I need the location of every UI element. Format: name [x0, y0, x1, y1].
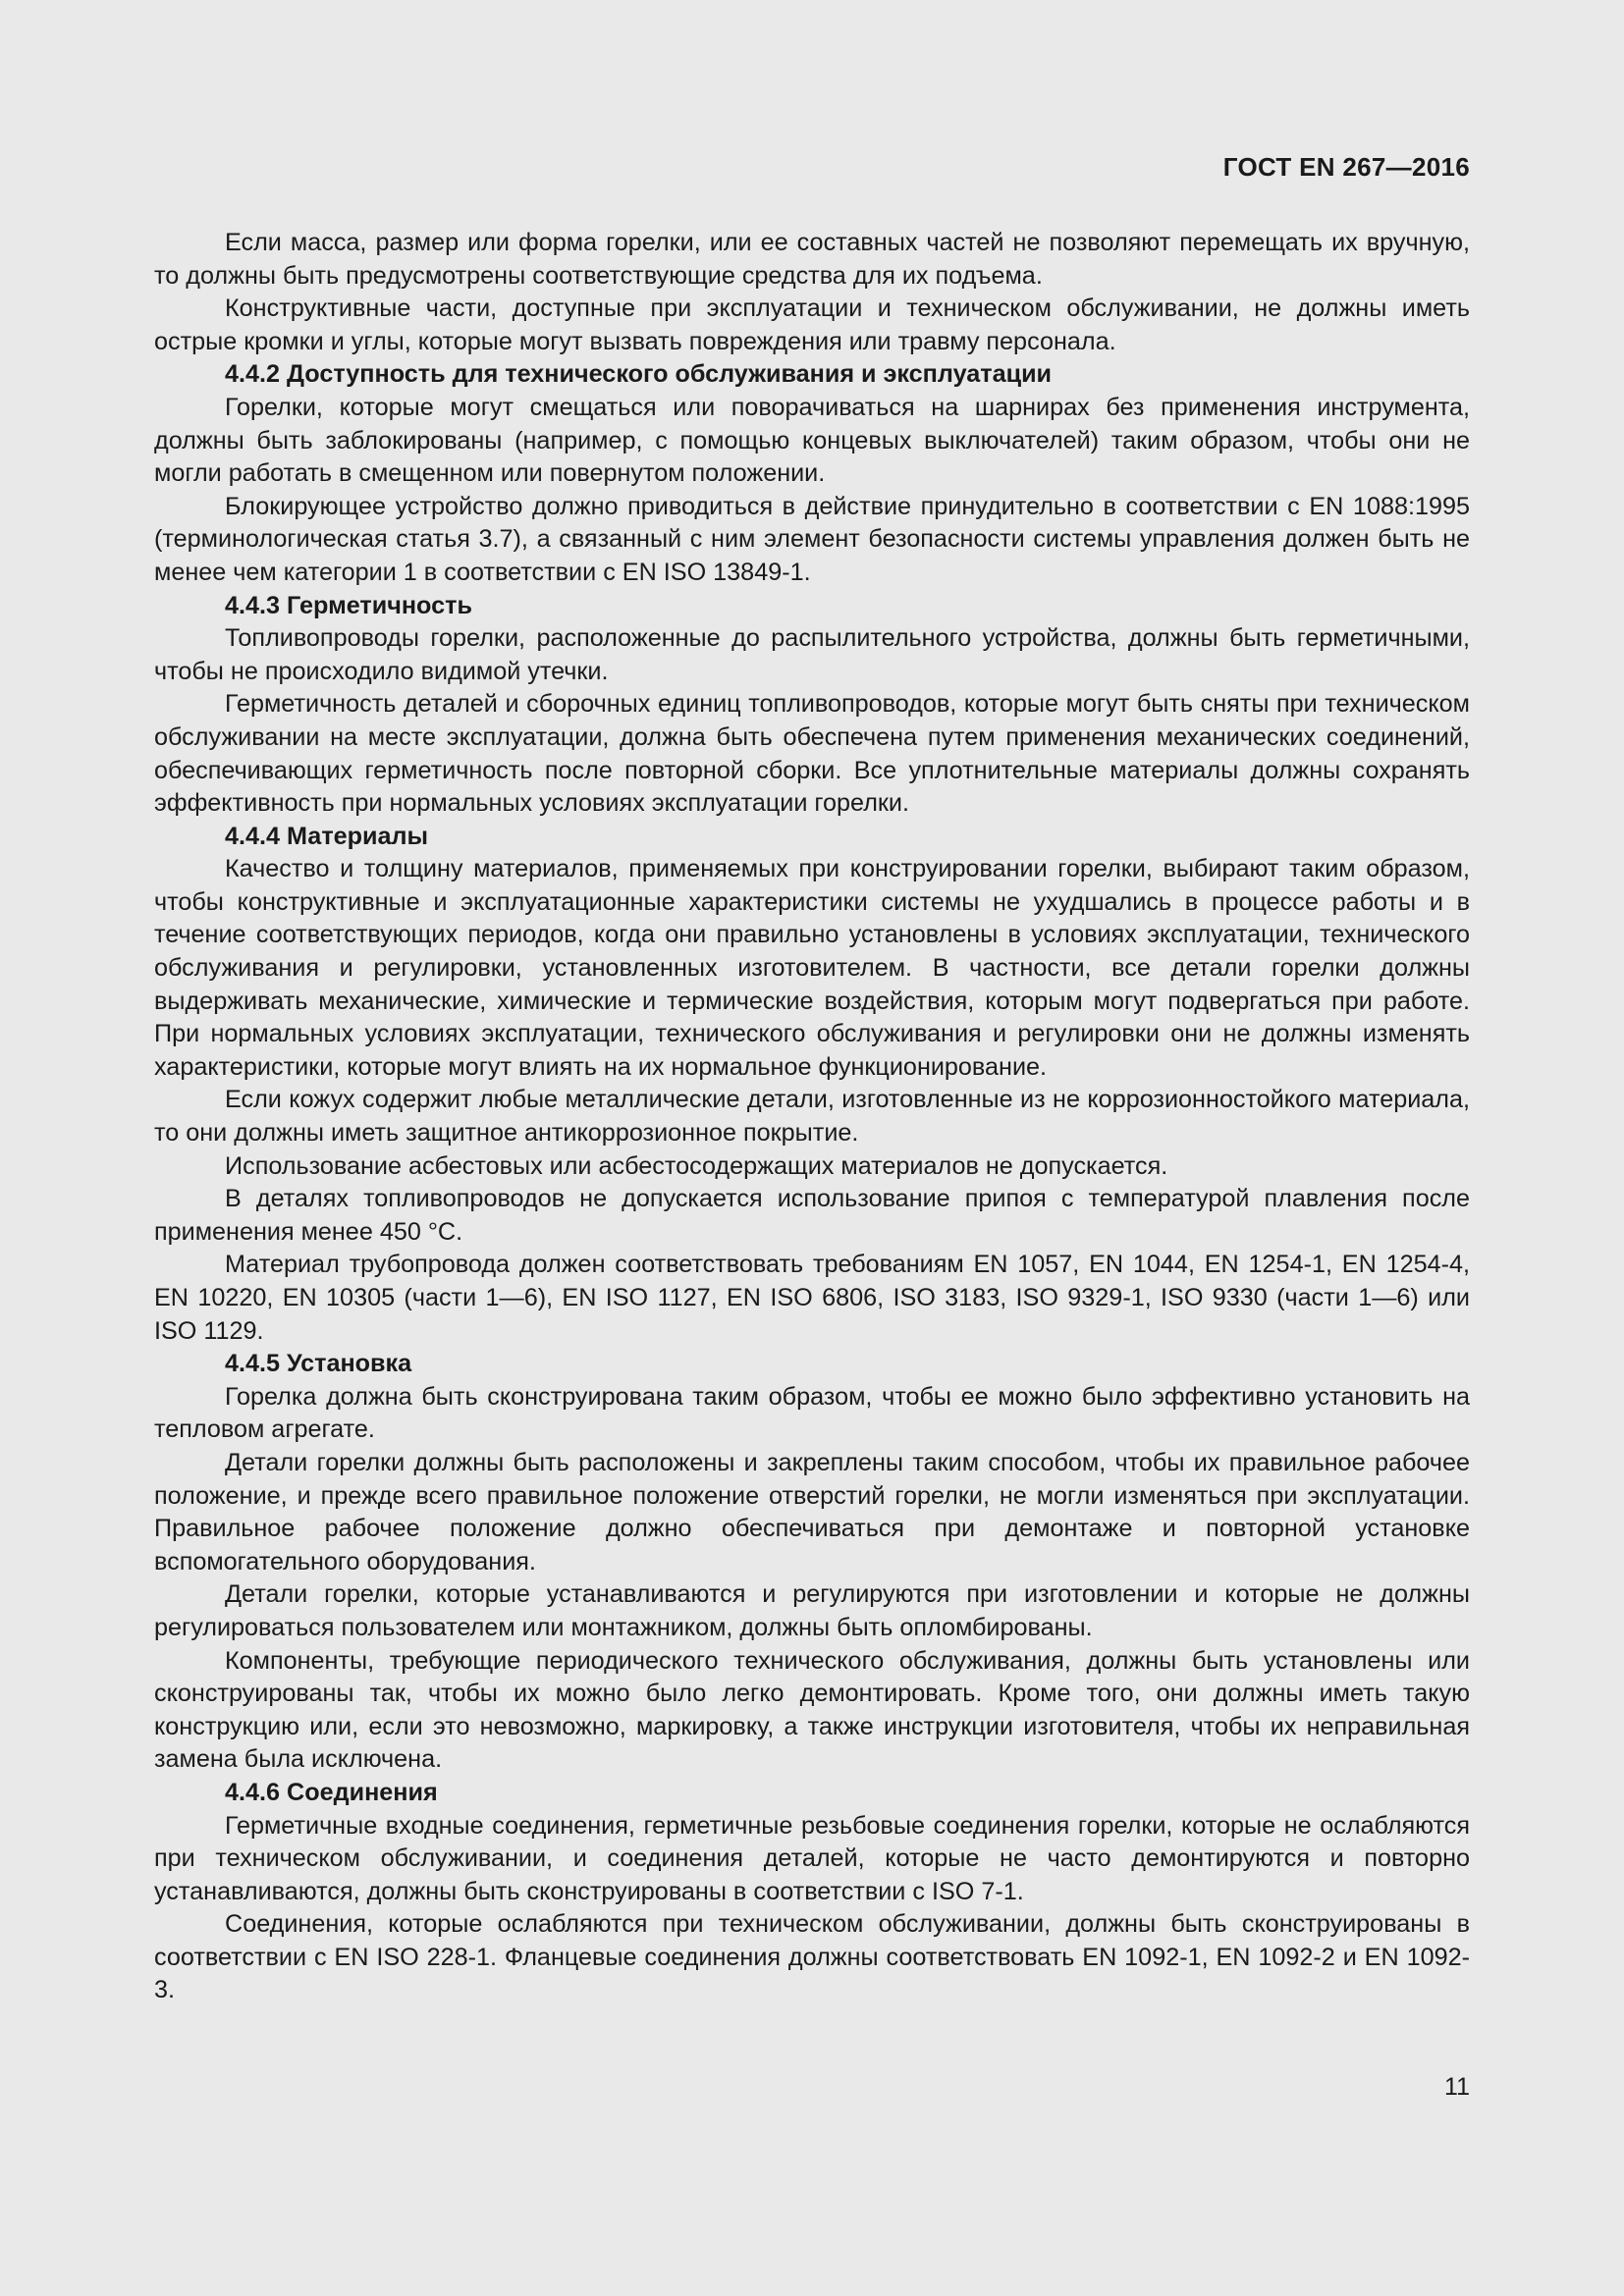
section-heading: 4.4.6 Соединения [225, 1778, 438, 1806]
body-paragraph: Качество и толщину материалов, применяемых при конструировании горелки, выбирают таким образом, чтобы конструктивные и эксплуатационные характеристики системы не ухудшались в процессе работы и в течение соответствующих периодов, когда они правильно установлены в условиях эксплуатации, технического обслуживания и регулировки, установленных изготовителем. В частности, все детали горелки должны выдерживать механические, химические и термические воздействия, которым могут подвергаться при работе. При нормальных условиях эксплуатации, технического обслуживания и регулировки они не должны изменять характеристики, которые могут влиять на их нормальное функционирование. [154, 855, 1470, 1081]
body-paragraph: Компоненты, требующие периодического технического обслуживания, должны быть установлены или сконструированы так, чтобы их можно было легко демонтировать. Кроме того, они должны иметь такую конструкцию или, если это невозможно, маркировку, а также инструкции изготовителя, чтобы их неправильная замена была исключена. [154, 1646, 1470, 1774]
body-paragraph: Конструктивные части, доступные при эксплуатации и техническом обслуживании, не должны иметь острые кромки и углы, которые могут вызвать повреждения или травму персонала. [154, 294, 1470, 355]
body-paragraph: Соединения, которые ослабляются при техническом обслуживании, должны быть сконструированы в соответствии с EN ISO 228-1. Фланцевые соединения должны соответствовать EN 1092-1, EN 1092-2 и EN 1092-3. [154, 1910, 1470, 2004]
body-paragraph: Материал трубопровода должен соответствовать требованиям EN 1057, EN 1044, EN 1254-1, EN 1254-4, EN 10220, EN 10305 (части 1—6), EN ISO 1127, EN ISO 6806, ISO 3183, ISO 9329-1, ISO 9330 (части 1—6) или ISO 1129. [154, 1251, 1470, 1345]
section-heading: 4.4.4 Материалы [225, 822, 429, 850]
body-paragraph: Топливопроводы горелки, расположенные до распылительного устройства, должны быть герметичными, чтобы не происходило видимой утечки. [154, 624, 1470, 685]
body-paragraph: Если кожух содержит любые металлические детали, изготовленные из не коррозионностойкого материала, то они должны иметь защитное антикоррозионное покрытие. [154, 1086, 1470, 1148]
body-paragraph: Блокирующее устройство должно приводиться в действие принудительно в соответствии с EN 1088:1995 (терминологическая статья 3.7), а связанный с ним элемент безопасности системы управления должен быть не менее чем категории 1 в соответствии с EN ISO 13849-1. [154, 492, 1470, 586]
body-paragraph: Если масса, размер или форма горелки, или ее составных частей не позволяют перемещать их вручную, то должны быть предусмотрены соответствующие средства для их подъема. [154, 229, 1470, 290]
body-paragraph: Использование асбестовых или асбестосодержащих материалов не допускается. [225, 1151, 1168, 1180]
section-heading: 4.4.2 Доступность для технического обслуживания и эксплуатации [225, 360, 1053, 389]
body-paragraph: Герметичные входные соединения, герметичные резьбовые соединения горелки, которые не ослабляются при техническом обслуживании, и соединения деталей, которые не часто демонтируются и повторно устанавливаются, должны быть сконструированы в соответствии с ISO 7-1. [154, 1811, 1470, 1905]
page-number: 11 [1444, 2073, 1470, 2101]
body-paragraph: Детали горелки должны быть расположены и закреплены таким способом, чтобы их правильное рабочее положение, и прежде всего правильное положение отверстий горелки, не могли изменяться при эксплуатации. Правильное рабочее положение должно обеспечиваться при демонтаже и повторной установке вспомогательного оборудования. [154, 1448, 1470, 1575]
document-header: ГОСТ EN 267—2016 [1222, 152, 1470, 182]
body-paragraph: Герметичность деталей и сборочных единиц топливопроводов, которые могут быть сняты при техническом обслуживании на месте эксплуатации, должна быть обеспечена путем применения механических соединений, обеспечивающих герметичность после повторной сборки. Все уплотнительные материалы должны сохранять эффективность при нормальных условиях эксплуатации горелки. [154, 690, 1470, 818]
body-paragraph: Детали горелки, которые устанавливаются и регулируются при изготовлении и которые не должны регулироваться пользователем или монтажником, должны быть опломбированы. [154, 1580, 1470, 1641]
body-paragraph: Горелка должна быть сконструирована таким образом, чтобы ее можно было эффективно установить на тепловом агрегате. [154, 1382, 1470, 1444]
body-paragraph: В деталях топливопроводов не допускается использование припоя с температурой плавления после применения менее 450 °С. [154, 1185, 1470, 1246]
document-body [154, 227, 1470, 2007]
section-heading: 4.4.3 Герметичность [225, 591, 472, 619]
section-heading: 4.4.5 Установка [225, 1350, 412, 1378]
body-paragraph: Горелки, которые могут смещаться или поворачиваться на шарнирах без применения инструмента, должны быть заблокированы (например, с помощью концевых выключателей) таким образом, чтобы они не могли работать в смещенном или повернутом положении. [154, 393, 1470, 488]
